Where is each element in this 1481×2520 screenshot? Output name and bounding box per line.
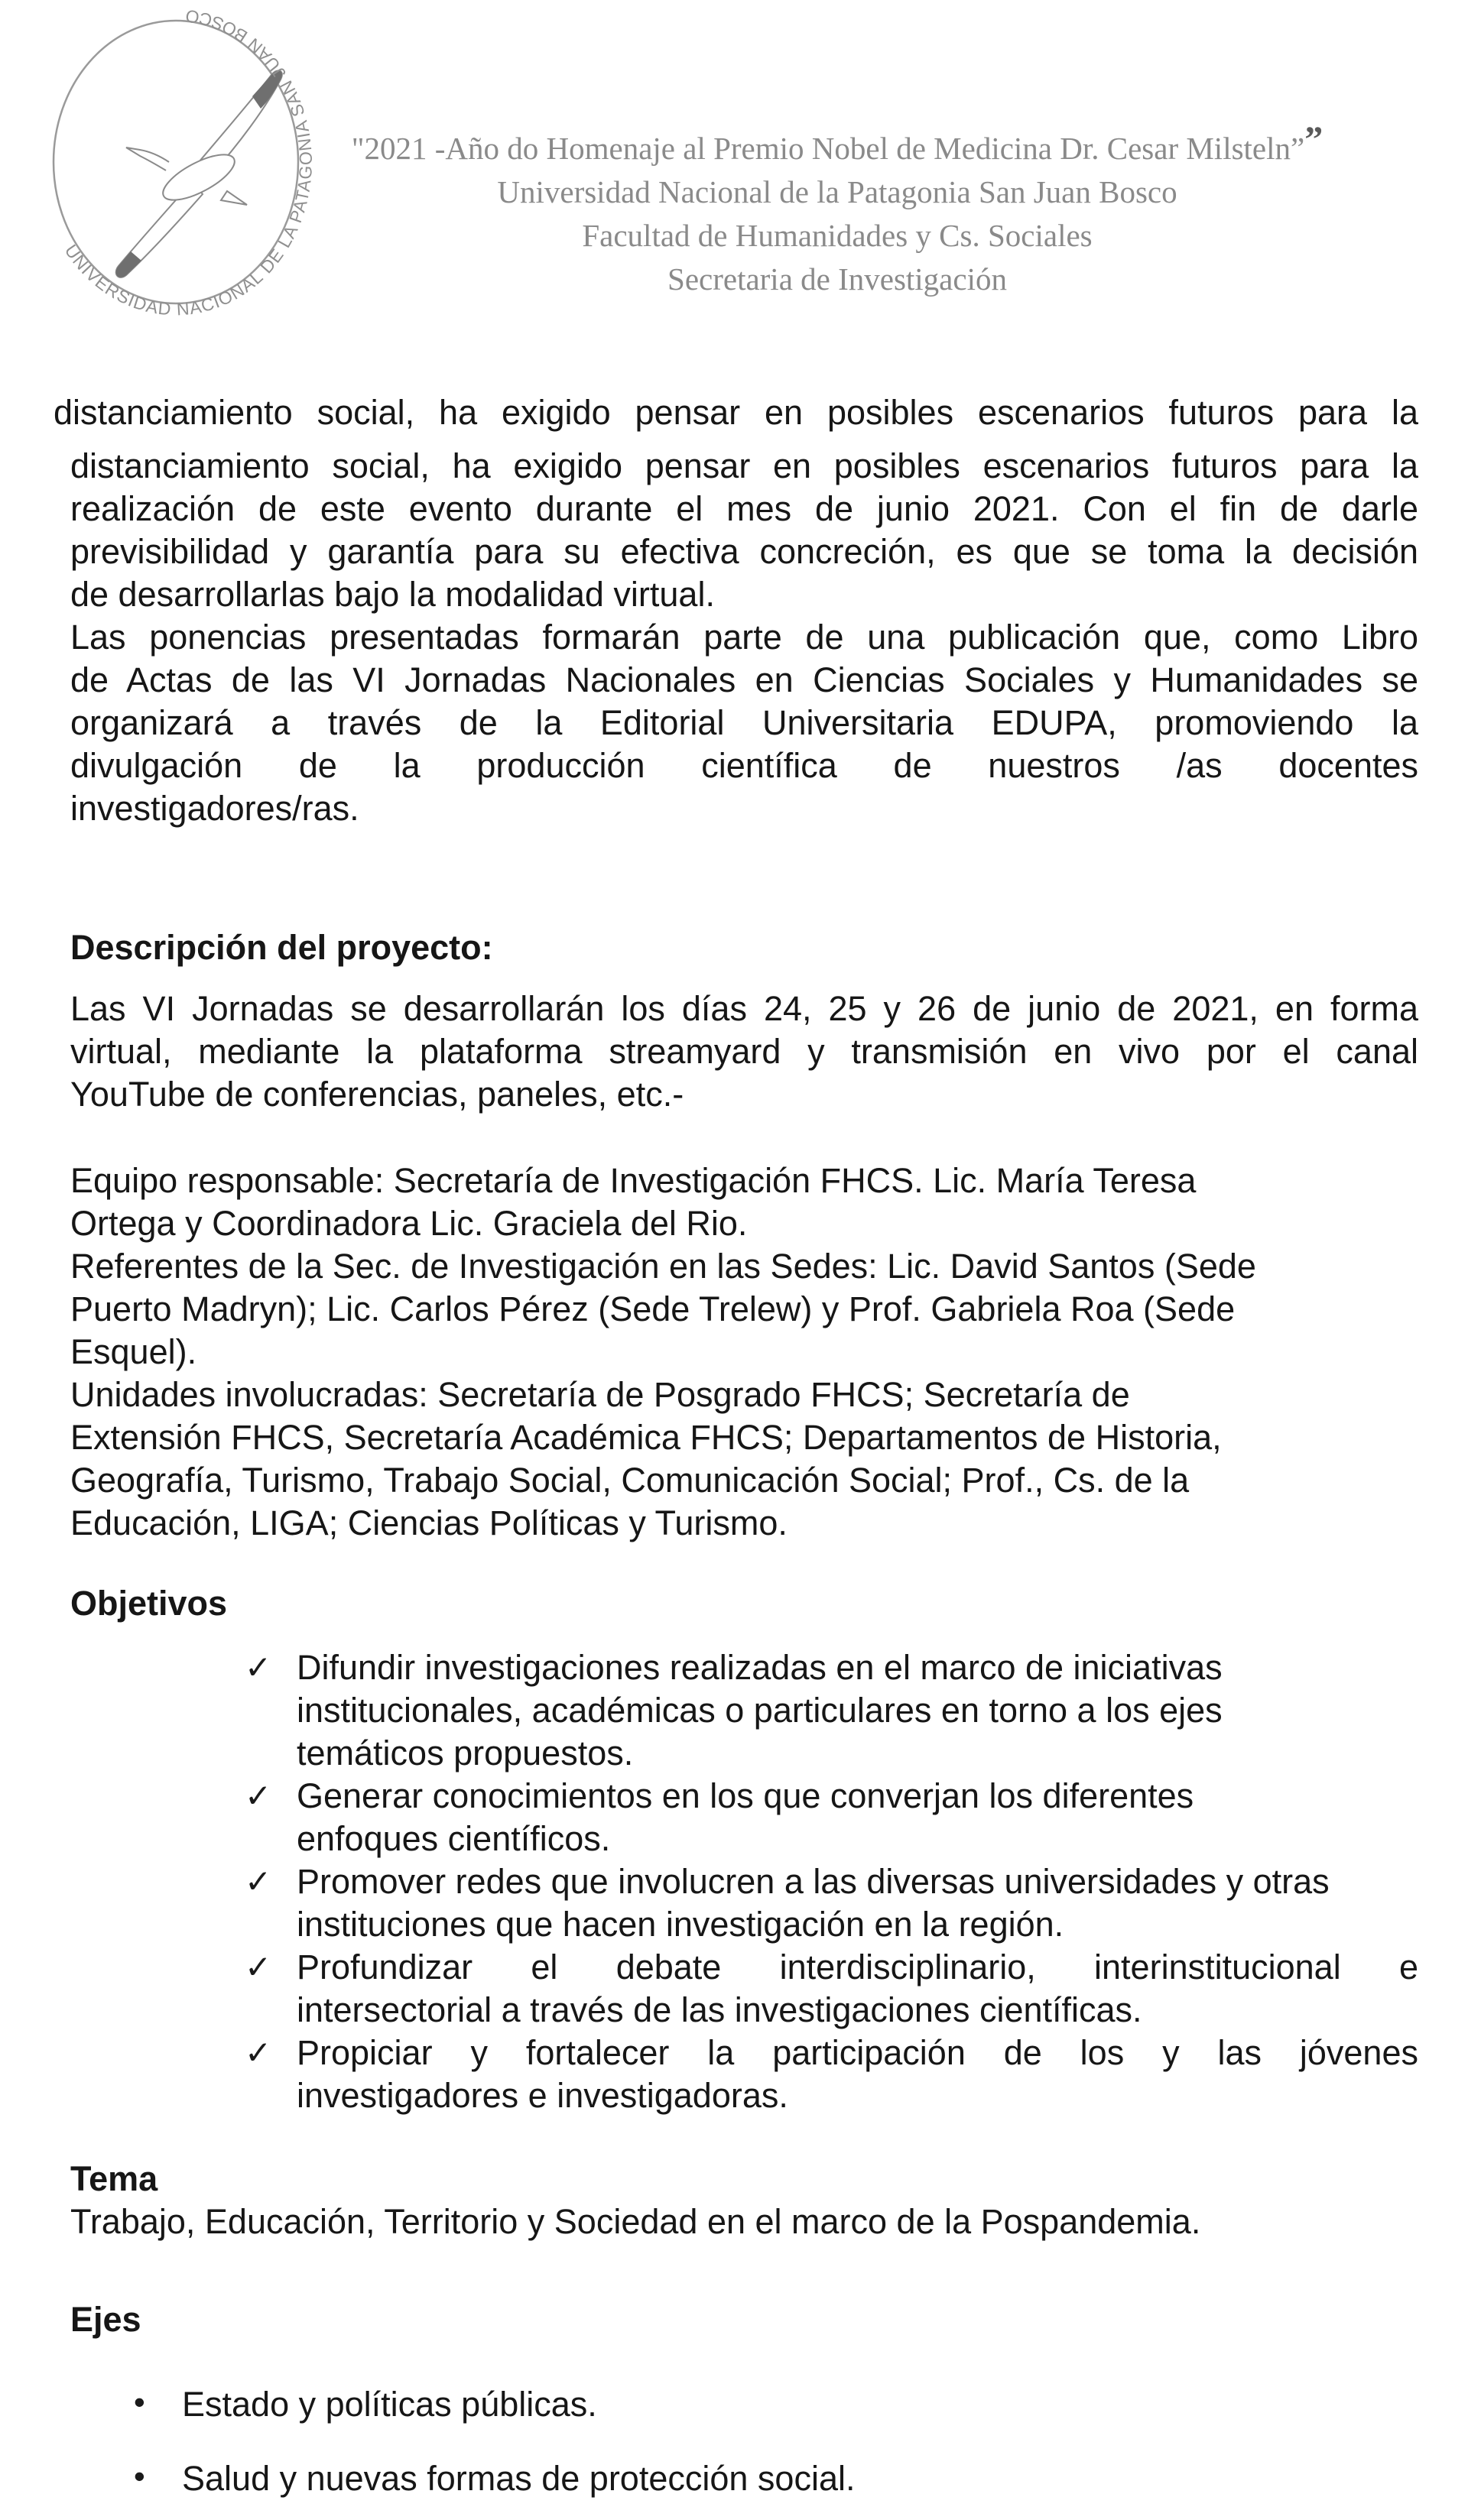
text-line: Las ponencias presentadas formarán parte de una publicación que, como Libro bbox=[70, 618, 1418, 657]
text-line: Referentes de la Sec. de Investigación en las Sedes: Lic. David Santos (Sede bbox=[70, 1247, 1256, 1286]
objective-line: instituciones que hacen investigación en la región. bbox=[297, 1905, 1064, 1944]
ejes-list bbox=[70, 2383, 1418, 2500]
publication-paragraph bbox=[70, 616, 1418, 830]
objective-line: institucionales, académicas o particulares en torno a los ejes bbox=[297, 1691, 1223, 1730]
text-line: distanciamiento social, ha exigido pensar en posibles escenarios futuros para la bbox=[70, 446, 1418, 485]
objective-line: enfoques científicos. bbox=[297, 1819, 611, 1858]
intro-stray-line bbox=[54, 391, 1418, 434]
text-line: Las VI Jornadas se desarrollarán los días 24, 25 y 26 de junio de 2021, en forma bbox=[70, 989, 1418, 1028]
eje-item bbox=[134, 2383, 1418, 2426]
check-icon: ✓ bbox=[245, 1649, 272, 1685]
check-icon: ✓ bbox=[245, 2035, 272, 2071]
check-icon: ✓ bbox=[245, 1949, 272, 1985]
descripcion-paragraph bbox=[70, 988, 1418, 1116]
objective-item bbox=[245, 1946, 1418, 2032]
objective-item bbox=[245, 1775, 1418, 1860]
eje-text: Salud y nuevas formas de protección social. bbox=[182, 2459, 856, 2498]
eje-item bbox=[134, 2457, 1418, 2500]
objetivos-list bbox=[70, 1646, 1418, 2117]
text-line: Ortega y Coordinadora Lic. Graciela del Rio. bbox=[70, 1204, 748, 1243]
text-line: YouTube de conferencias, paneles, etc.- bbox=[70, 1075, 684, 1114]
tema-heading: Tema bbox=[70, 2159, 158, 2198]
bullet-icon: • bbox=[134, 2458, 145, 2494]
text-line: Geografía, Turismo, Trabajo Social, Comunicación Social; Prof., Cs. de la bbox=[70, 1461, 1190, 1500]
objetivos-heading: Objetivos bbox=[70, 1584, 228, 1623]
text-line: divulgación de la producción científica de nuestros /as docentes bbox=[70, 746, 1418, 785]
header-university-name: Universidad Nacional de la Patagonia San Juan Bosco bbox=[497, 174, 1177, 209]
header-motto-text: "2021 -Año do Homenaje al Premio Nobel de Medicina Dr. Cesar Milsteln” bbox=[351, 131, 1305, 166]
document-body bbox=[54, 391, 1418, 2500]
ejes-heading: Ejes bbox=[70, 2300, 141, 2339]
check-icon: ✓ bbox=[245, 1778, 272, 1814]
objective-line: intersectorial a través de las investigaciones científicas. bbox=[297, 1990, 1142, 2029]
text-line: Educación, LIGA; Ciencias Políticas y Turismo. bbox=[70, 1503, 788, 1542]
text-line: de Actas de las VI Jornadas Nacionales en Ciencias Sociales y Humanidades se bbox=[70, 660, 1418, 699]
text-line: previsibilidad y garantía para su efectiva concreción, es que se toma la decisión bbox=[70, 532, 1418, 571]
text-line: Equipo responsable: Secretaría de Investigación FHCS. Lic. María Teresa bbox=[70, 1161, 1197, 1200]
text-line: virtual, mediante la plataforma streamyard y transmisión en vivo por el canal bbox=[70, 1032, 1418, 1071]
logo-ring-text: UNIVERSIDAD NACIONAL DE LA PATAGONIA SAN JUAN BOSCO bbox=[60, 5, 316, 319]
text-line: realización de este evento durante el mes de junio 2021. Con el fin de darle bbox=[70, 489, 1418, 528]
objective-item bbox=[245, 1860, 1418, 1946]
header-secretary-name: Secretaria de Investigación bbox=[667, 261, 1007, 297]
header-motto-quote-mark: ” bbox=[1304, 119, 1323, 160]
eje-text: Estado y políticas públicas. bbox=[182, 2385, 597, 2424]
objective-item bbox=[245, 2032, 1418, 2117]
text-line: Esquel). bbox=[70, 1332, 197, 1371]
text-line: de desarrollarlas bajo la modalidad virtual. bbox=[70, 575, 715, 614]
objective-item bbox=[245, 1646, 1418, 1775]
objective-line: Promover redes que involucren a las diversas universidades y otras bbox=[297, 1862, 1330, 1901]
check-icon: ✓ bbox=[245, 1863, 272, 1899]
descripcion-heading: Descripción del proyecto: bbox=[70, 928, 493, 967]
tema-text: Trabajo, Educación, Territorio y Sociedad en el marco de la Pospandemia. bbox=[70, 2202, 1201, 2241]
letterhead bbox=[306, 118, 1369, 301]
text-line: Extensión FHCS, Secretaría Académica FHCS; Departamentos de Historia, bbox=[70, 1418, 1222, 1457]
bullet-icon: • bbox=[134, 2384, 145, 2420]
objective-line: Generar conocimientos en los que converjan los diferentes bbox=[297, 1776, 1194, 1815]
objective-line: Propiciar y fortalecer la participación de los y las jóvenes bbox=[297, 2033, 1418, 2072]
text-line: investigadores/ras. bbox=[70, 789, 359, 828]
objective-line: investigadores e investigadoras. bbox=[297, 2076, 788, 2115]
text-line: Puerto Madryn); Lic. Carlos Pérez (Sede Trelew) y Prof. Gabriela Roa (Sede bbox=[70, 1289, 1236, 1328]
objective-line: Difundir investigaciones realizadas en el marco de iniciativas bbox=[297, 1648, 1223, 1687]
objective-line: temáticos propuestos. bbox=[297, 1734, 634, 1772]
objective-line: Profundizar el debate interdisciplinario, interinstitucional e bbox=[297, 1948, 1418, 1986]
header-faculty-name: Facultad de Humanidades y Cs. Sociales bbox=[582, 218, 1093, 253]
equipo-paragraph bbox=[70, 1159, 1418, 1545]
header-motto bbox=[306, 118, 1369, 170]
text-line: Unidades involucradas: Secretaría de Posgrado FHCS; Secretaría de bbox=[70, 1375, 1130, 1414]
intro-paragraph bbox=[70, 445, 1418, 616]
text-line: organizará a través de la Editorial Universitaria EDUPA, promoviendo la bbox=[70, 703, 1418, 742]
text-line: distanciamiento social, ha exigido pensar en posibles escenarios futuros para la bbox=[54, 393, 1418, 432]
